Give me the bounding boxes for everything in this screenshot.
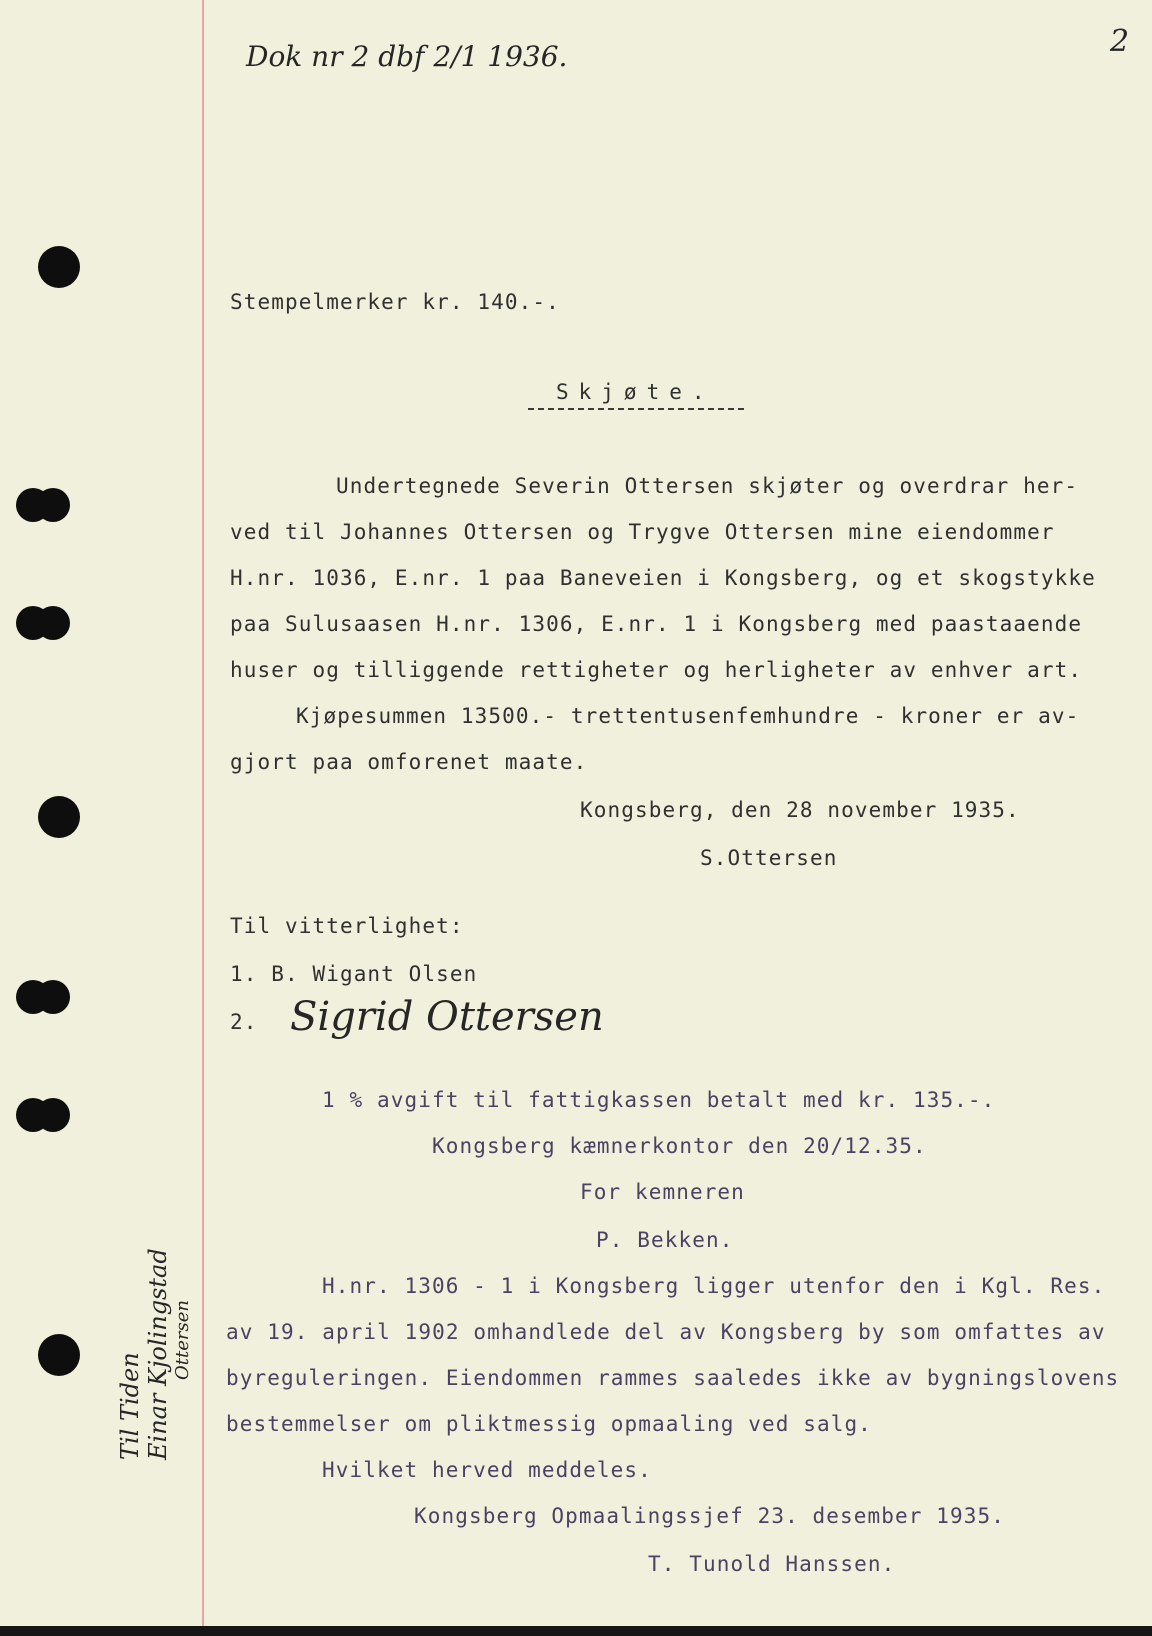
punch-hole bbox=[38, 246, 80, 288]
punch-hole bbox=[36, 488, 70, 522]
handwritten-document-note: Dok nr 2 dbf 2/1 1936. bbox=[246, 40, 568, 73]
document-title: Skjøte. bbox=[556, 380, 715, 404]
body-line: Undertegnede Severin Ottersen skjøter og overdrar her- bbox=[336, 474, 1079, 498]
page-number: 2 bbox=[1110, 24, 1130, 59]
survey-note-line: av 19. april 1902 omhandlede del av Kongsberg by som omfattes av bbox=[226, 1320, 1106, 1344]
punch-hole bbox=[36, 980, 70, 1014]
body-line: paa Sulusaasen H.nr. 1306, E.nr. 1 i Kongsberg med paastaaende bbox=[230, 612, 1083, 636]
punch-hole bbox=[38, 796, 80, 838]
witness-2-signature: Sigrid Ottersen bbox=[290, 994, 604, 1040]
place-date: Kongsberg, den 28 november 1935. bbox=[580, 798, 1020, 822]
survey-note-line: byreguleringen. Eiendommen rammes saaledes ikke av bygningslovens bbox=[226, 1366, 1120, 1390]
margin-note-line: Ottersen bbox=[172, 1300, 193, 1380]
survey-note-line: H.nr. 1306 - 1 i Kongsberg ligger utenfor den i Kgl. Res. bbox=[322, 1274, 1106, 1298]
punch-hole bbox=[36, 606, 70, 640]
margin-note-line: Einar Kjolingstad bbox=[144, 1248, 172, 1460]
margin-note bbox=[116, 1130, 193, 1460]
survey-note-line: Hvilket herved meddeles. bbox=[322, 1458, 652, 1482]
witness-heading: Til vitterlighet: bbox=[230, 914, 464, 938]
punch-hole bbox=[38, 1334, 80, 1376]
witness-1: 1. B. Wigant Olsen bbox=[230, 962, 478, 986]
survey-place-date: Kongsberg Opmaalingssjef 23. desember 1935. bbox=[414, 1504, 1005, 1528]
fee-stamp-line: Kongsberg kæmnerkontor den 20/12.35. bbox=[432, 1134, 927, 1158]
margin-rule bbox=[202, 0, 204, 1626]
fee-stamp-line: P. Bekken. bbox=[596, 1228, 734, 1252]
body-line: ved til Johannes Ottersen og Trygve Ottersen mine eiendommer bbox=[230, 520, 1055, 544]
body-line: Kjøpesummen 13500.- trettentusenfemhundre - kroner er av- bbox=[296, 704, 1080, 728]
survey-note-line: bestemmelser om pliktmessig opmaaling ved salg. bbox=[226, 1412, 872, 1436]
witness-2-number: 2. bbox=[230, 1010, 258, 1034]
margin-note-line: Til Tiden bbox=[116, 1352, 144, 1460]
seller-signature: S.Ottersen bbox=[700, 846, 838, 870]
body-line: huser og tilliggende rettigheter og herligheter av enhver art. bbox=[230, 658, 1083, 682]
survey-signature: T. Tunold Hanssen. bbox=[648, 1552, 896, 1576]
body-line: gjort paa omforenet maate. bbox=[230, 750, 588, 774]
fee-stamp-line: 1 % avgift til fattigkassen betalt med kr. 135.-. bbox=[322, 1088, 996, 1112]
stamp-line: Stempelmerker kr. 140.-. bbox=[230, 290, 560, 314]
fee-stamp-line: For kemneren bbox=[580, 1180, 745, 1204]
punch-hole bbox=[36, 1098, 70, 1132]
title-underline bbox=[528, 408, 744, 410]
body-line: H.nr. 1036, E.nr. 1 paa Baneveien i Kongsberg, og et skogstykke bbox=[230, 566, 1096, 590]
